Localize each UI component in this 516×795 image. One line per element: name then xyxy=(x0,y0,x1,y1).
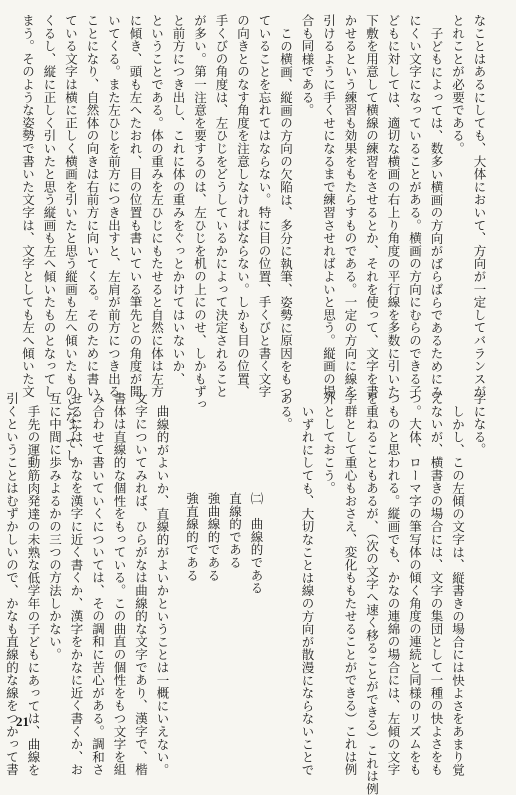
text-line: つ。大体、ローマ字の筆写体の傾く角度の連続と同様のリズムをも xyxy=(407,392,423,776)
text-line: に傾き、頭も左へたおれ、目の位置も書いている筆先との角度が開 xyxy=(128,14,143,398)
text-line: ことになり、自然体の向きは右前方に向いてくる。そのために書い xyxy=(85,14,100,398)
text-line: せるには、かなを漢字に近く書くか、漢字をかなに近く書くか、お xyxy=(69,392,84,776)
text-line: 引けるように手くせになるまで練習させればよいと思う。縦画の場 xyxy=(321,14,337,398)
text-line: 字になる。 xyxy=(472,392,487,456)
text-line: しかし、この左傾の文字は、縦書きの場合には快よさをあまり覚 xyxy=(450,404,466,776)
text-line: 下敷を用意して横線の練習をさせるとか、それを使って、文字を書 xyxy=(364,14,380,398)
text-line: 互に中間に歩みよるかの三つの方法しかない。 xyxy=(47,392,63,661)
text-line: くるし、縦に正しく引いたと思う縦画も左へ傾いたものとなってし xyxy=(42,14,57,398)
line-gap xyxy=(173,392,181,712)
text-line: ということである。体の重みを左ひじにもたせると自然に体は左方 xyxy=(149,14,165,398)
text-line: まう。そのような姿勢で書いた文字は、文字としても左へ傾いた文 xyxy=(20,14,36,398)
text-line: ㈡ 曲線的である xyxy=(249,492,264,595)
text-line: 強直線的である xyxy=(184,492,200,582)
text-line: にくい文字になっていることがある。横画の方向にむらのできる子 xyxy=(407,14,423,398)
text-line: 強曲線的である xyxy=(206,492,221,582)
text-line: み合わせて書いていくについては、その調和に苦心がある。調和さ xyxy=(90,392,106,776)
text-line: 合も同様である。 xyxy=(300,14,315,117)
text-line: 字群として重心もおさえ、変化ももたせることができる）これは例 xyxy=(343,392,358,776)
text-line: つものと思われる。縦画でも、かなの連綿の場合には、左傾の文字 xyxy=(386,392,401,776)
text-line: ある。 xyxy=(278,392,294,431)
text-line: 子どもによっては、数多い横画の方向がばらばらであるためにみ xyxy=(429,26,444,398)
text-line: いてくる。また左ひじを前方につき出すと、左肩が前方につき出る xyxy=(106,14,122,398)
text-line: この横画、縦画の方向の欠陥は、多分に執筆、姿勢に原因をもつ xyxy=(278,26,294,398)
text-line: 書体は直線的な個性をもっている。この曲直の個性をもつ文字を組 xyxy=(112,392,127,776)
text-line: 引くということはむずかしいので、かなも直線的な線をつかって書 xyxy=(4,392,20,776)
text-line: 直線的である xyxy=(227,492,243,569)
text-line: ていることを忘れてはならない。特に目の位置、手くびと書く文字 xyxy=(257,14,272,398)
text-line: 曲線的がよいか、直線的がよいかということは一概にいえない。 xyxy=(155,404,170,776)
text-line: とれことが必要である。 xyxy=(450,14,466,155)
text-line: いずれにしても、大切なことは線の方向が散漫にならないことで xyxy=(300,404,315,776)
line-gap xyxy=(267,392,275,712)
text-line: かせるという練習も効果をもたらすものである。一定の方向に線を xyxy=(343,14,358,398)
text-line: が多い。第一注意を要するのは、左ひじを机の上にのせ、しかもずっ xyxy=(192,14,208,411)
text-line: なことはあるにしても、大体において、方向が一定してバランスが xyxy=(472,14,487,398)
text-line: 手くびの角度は、左ひじをどうしているかによって決定されること xyxy=(214,14,229,398)
text-line: どもに対しては、適切な横画の右上り角度の平行線を多数に引いた xyxy=(386,14,401,398)
text-line: ている文字は横に正しく横画を引いたと思う縦画も左へ傾いたものとなってし xyxy=(63,14,79,462)
text-line: の向きとのなす角度を注意しなければならない。しかも目の位置、 xyxy=(235,14,251,398)
text-line: 文字についてみれば、ひらがなは曲線的な文字であり、漢字で、楷 xyxy=(133,392,149,776)
page-number: 21 xyxy=(16,714,29,729)
text-line: と前方につき出し、これに体の重みをぐっとかけてはいないか、 xyxy=(171,14,186,386)
text-line: えないが、横書きの場合には、文字の集団として一種の快よさをも xyxy=(429,392,444,776)
text-line: 外としておこう。 xyxy=(321,392,337,495)
text-line: 手先の運動筋肉発達の未熟な低学年の子どもにあっては、曲線を xyxy=(26,404,41,776)
text-line: を重ねることもあるが、（次の文字へ速く移ることができる）これは例 xyxy=(364,392,380,795)
